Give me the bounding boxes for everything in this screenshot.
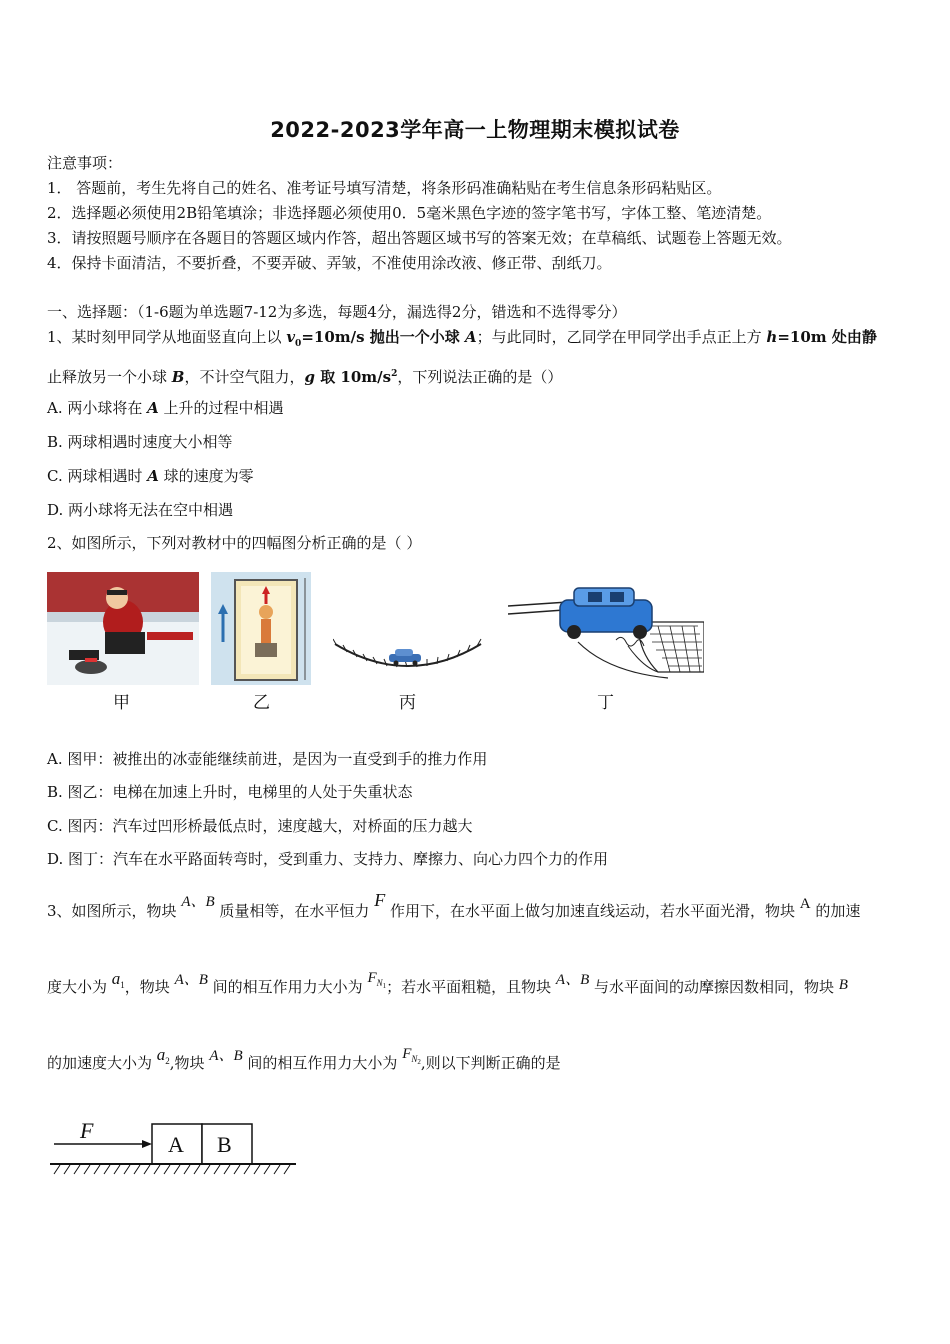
- q2-option-d[interactable]: D. 图丁：汽车在水平路面转弯时，受到重力、支持力、摩擦力、向心力四个力的作用: [47, 850, 609, 868]
- q2-option-c[interactable]: C. 图丙：汽车过凹形桥最低点时，速度越大，对桥面的压力越大: [47, 817, 473, 835]
- car-turning-figure: [508, 582, 704, 682]
- notice-item-4: 4．保持卡面清洁，不要折叠，不要弄破、弄皱，不准使用涂改液、修正带、刮纸刀。: [47, 254, 612, 272]
- q1-option-d[interactable]: D. 两小球将无法在空中相遇: [47, 501, 234, 519]
- force-label: F: [80, 1118, 94, 1143]
- caption-yi: 乙: [253, 693, 270, 713]
- block-a-label: A: [168, 1132, 184, 1157]
- q2-option-b[interactable]: B. 图乙：电梯在加速上升时，电梯里的人处于失重状态: [47, 783, 413, 801]
- q1-option-b[interactable]: B. 两球相遇时速度大小相等: [47, 433, 233, 451]
- caption-bing: 丙: [399, 693, 416, 713]
- notice-item-1: 1． 答题前，考生先将自己的姓名、准考证号填写清楚，将条形码准确粘贴在考生信息条形码粘贴区。: [47, 179, 722, 197]
- concave-bridge-figure: [333, 632, 483, 677]
- q2-option-a[interactable]: A. 图甲：被推出的冰壶能继续前进，是因为一直受到手的推力作用: [47, 750, 488, 768]
- caption-jia: 甲: [113, 693, 130, 713]
- q1-option-c[interactable]: C. 两球相遇时 A 球的速度为零: [47, 467, 254, 485]
- notice-item-2: 2．选择题必须使用2B铅笔填涂；非选择题必须使用0．5毫米黑色字迹的签字笔书写，字体工整、笔迹清楚。: [47, 204, 772, 222]
- q1-option-a[interactable]: A. 两小球将在 A 上升的过程中相遇: [47, 399, 284, 417]
- q3-stem-line2: 度大小为 $a_1$，物块 A、B 间的相互作用力大小为 $F_{N1}$；若水平面粗糙，且物块 A、B 与水平面间的动摩擦因数相同，物块 B: [47, 969, 848, 996]
- block-b-label: B: [217, 1132, 232, 1157]
- q3-stem-line3: 的加速度大小为 $a_2$,物块 A、B 间的相互作用力大小为 $F_{N2}$,则以下判断正确的是: [47, 1045, 561, 1072]
- q1-stem-line1: 1、某时刻甲同学从地面竖直向上以 $v_0=10m/s$ 抛出一个小球 A；与此同时，乙同学在甲同学出手点正上方 h=10m 处由静: [47, 328, 877, 349]
- q1-stem-line2: 止释放另一个小球 B，不计空气阻力，g 取 $10m/s^2$，下列说法正确的是（）: [47, 368, 563, 386]
- caption-ding: 丁: [597, 693, 614, 713]
- q2-stem: 2、如图所示，下列对教材中的四幅图分析正确的是（ ）: [47, 534, 422, 552]
- curling-photo: [47, 572, 199, 685]
- elevator-figure: [211, 572, 311, 685]
- notice-heading: 注意事项：: [47, 154, 123, 172]
- notice-item-3: 3．请按照题号顺序在各题目的答题区域内作答，超出答题区域书写的答案无效；在草稿纸、试题卷上答题无效。: [47, 229, 792, 247]
- blocks-figure: [48, 1112, 300, 1176]
- page-title: 2022-2023学年高一上物理期末模拟试卷: [270, 118, 680, 142]
- section-heading: 一、选择题：（1-6题为单选题7-12为多选，每题4分，漏选得2分，错选和不选得零分）: [47, 303, 627, 321]
- q3-stem-line1: 3、如图所示，物块 A、B 质量相等，在水平恒力 F 作用下，在水平面上做匀加速直线运动，若水平面光滑，物块 A 的加速: [47, 890, 861, 920]
